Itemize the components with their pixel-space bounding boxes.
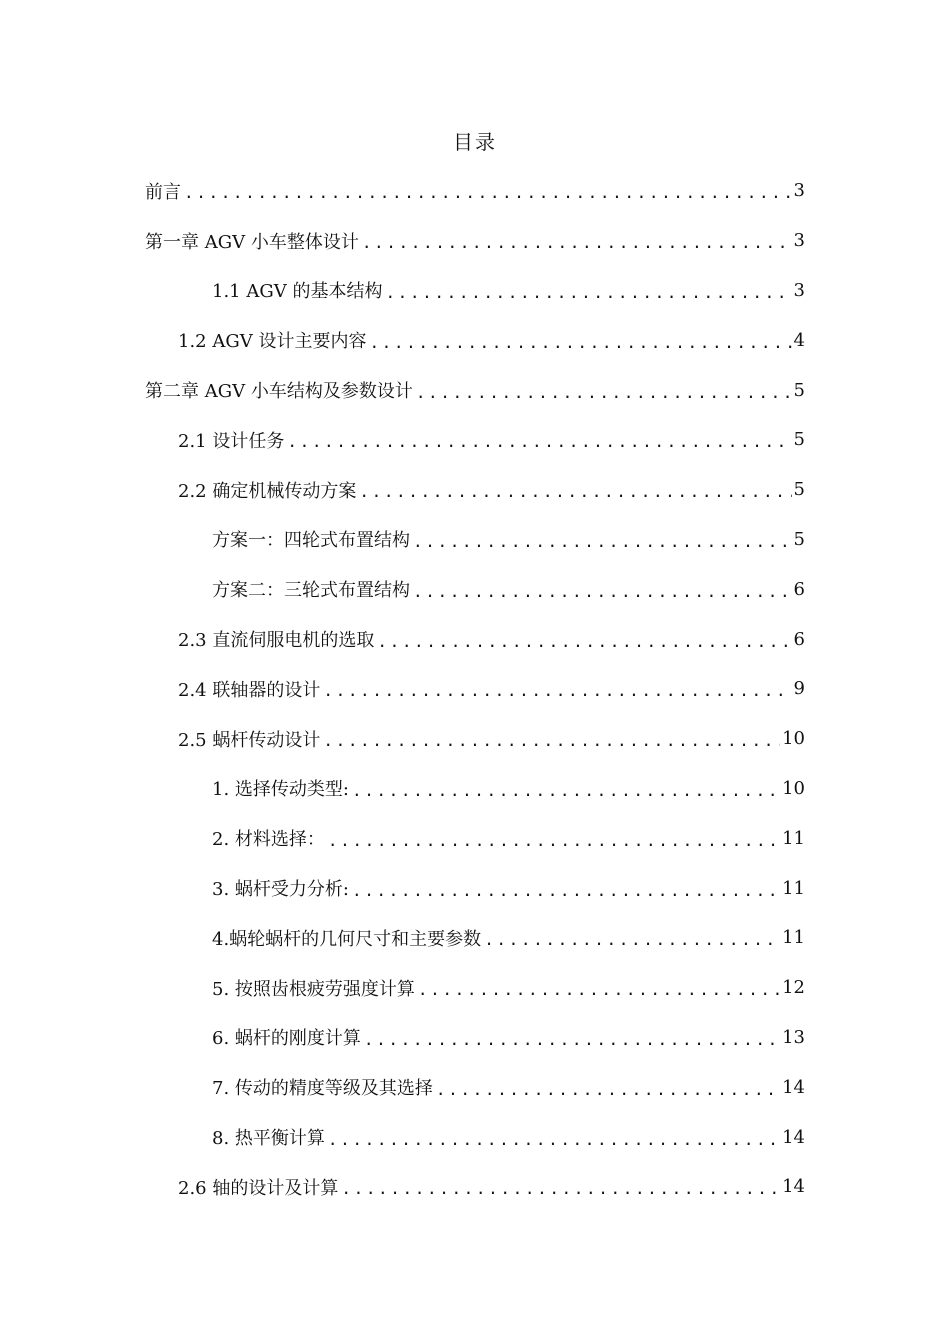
toc-dot-leader [413, 582, 792, 601]
toc-entry-page-number: 4 [793, 329, 805, 351]
toc-entry-page-number: 14 [782, 1126, 805, 1148]
toc-entry[interactable] [0, 365, 950, 415]
toc-entry[interactable] [0, 913, 950, 963]
toc-entry[interactable] [0, 614, 950, 664]
toc-entry[interactable] [0, 1112, 950, 1162]
toc-dot-leader [369, 333, 791, 352]
toc-entry-page-number: 5 [793, 528, 805, 550]
toc-entry-label: 3. 蜗杆受力分析: [212, 879, 349, 901]
toc-entry[interactable] [0, 1162, 950, 1212]
toc-entry-page-number: 9 [793, 678, 805, 700]
toc-entry-page-number: 10 [782, 777, 805, 799]
toc-dot-leader [362, 233, 792, 252]
toc-entry-page-number: 3 [793, 180, 805, 202]
toc-entry-label: 7. 传动的精度等级及其选择 [212, 1078, 433, 1100]
toc-dot-leader [385, 283, 791, 302]
toc-entry[interactable] [0, 1062, 950, 1112]
toc-entry-label: 方案二：三轮式布置结构 [212, 580, 410, 602]
toc-entry-label: 2.5 蜗杆传动设计 [178, 729, 321, 751]
toc-dot-leader [418, 980, 780, 999]
toc-entry[interactable] [0, 564, 950, 614]
toc-dot-leader [416, 383, 792, 402]
toc-dot-leader [484, 930, 780, 949]
toc-entry-label: 前言 [145, 181, 181, 203]
toc-entry-page-number: 5 [793, 379, 805, 401]
toc-dot-leader [323, 681, 791, 700]
toc-entry[interactable] [0, 714, 950, 764]
toc-entry[interactable] [0, 1013, 950, 1063]
toc-entry[interactable] [0, 266, 950, 316]
toc-entry[interactable] [0, 963, 950, 1013]
toc-entry-page-number: 14 [782, 1176, 805, 1198]
toc-entry-label: 第二章 AGV 小车结构及参数设计 [145, 381, 413, 403]
toc-entry-label: 4.蜗轮蜗杆的几何尺寸和主要参数 [212, 928, 482, 950]
toc-dot-leader [359, 482, 791, 501]
toc-dot-leader [352, 881, 780, 900]
toc-entry-page-number: 3 [793, 279, 805, 301]
toc-dot-leader [364, 1030, 780, 1049]
toc-entry[interactable] [0, 216, 950, 266]
toc-entry[interactable] [0, 813, 950, 863]
toc-title: 目录 [453, 130, 497, 154]
toc-entry-label: 8. 热平衡计算 [212, 1128, 325, 1150]
toc-entry-label: 5. 按照齿根疲劳强度计算 [212, 978, 415, 1000]
toc-dot-leader [377, 632, 791, 651]
toc-dot-leader [328, 1130, 780, 1149]
toc-entry-page-number: 11 [782, 827, 805, 849]
toc-entry-page-number: 10 [782, 728, 805, 750]
table-of-contents [0, 166, 950, 1212]
toc-entry-page-number: 6 [793, 628, 805, 650]
toc-entry-label: 2. 材料选择： [212, 829, 325, 851]
toc-dot-leader [436, 1080, 780, 1099]
toc-entry-page-number: 13 [782, 1026, 805, 1048]
toc-entry-label: 2.3 直流伺服电机的选取 [178, 630, 375, 652]
toc-entry-label: 6. 蜗杆的刚度计算 [212, 1028, 361, 1050]
toc-entry-page-number: 5 [793, 429, 805, 451]
toc-entry-label: 1. 选择传动类型: [212, 779, 349, 801]
toc-dot-leader [287, 432, 791, 451]
toc-dot-leader [341, 1179, 780, 1198]
toc-entry-page-number: 11 [782, 877, 805, 899]
toc-entry-page-number: 3 [793, 230, 805, 252]
toc-entry-page-number: 6 [793, 578, 805, 600]
toc-entry[interactable] [0, 664, 950, 714]
toc-entry[interactable] [0, 465, 950, 515]
toc-entry-page-number: 14 [782, 1076, 805, 1098]
toc-entry[interactable] [0, 863, 950, 913]
toc-entry-page-number: 5 [793, 479, 805, 501]
toc-dot-leader [328, 831, 780, 850]
toc-entry[interactable] [0, 415, 950, 465]
toc-entry[interactable] [0, 764, 950, 814]
toc-entry-label: 1.1 AGV 的基本结构 [212, 281, 383, 303]
toc-entry-label: 2.4 联轴器的设计 [178, 679, 321, 701]
toc-entry[interactable] [0, 166, 950, 216]
toc-dot-leader [352, 781, 780, 800]
toc-dot-leader [323, 731, 780, 750]
toc-dot-leader [413, 532, 792, 551]
toc-entry-label: 1.2 AGV 设计主要内容 [178, 331, 367, 353]
toc-entry[interactable] [0, 515, 950, 565]
toc-entry-page-number: 11 [782, 927, 805, 949]
toc-dot-leader [184, 183, 792, 202]
toc-entry-page-number: 12 [782, 977, 805, 999]
toc-entry-label: 第一章 AGV 小车整体设计 [145, 231, 359, 253]
toc-entry-label: 2.6 轴的设计及计算 [178, 1177, 339, 1199]
toc-entry-label: 方案一：四轮式布置结构 [212, 530, 410, 552]
toc-entry-label: 2.1 设计任务 [178, 430, 285, 452]
toc-entry[interactable] [0, 315, 950, 365]
toc-entry-label: 2.2 确定机械传动方案 [178, 480, 357, 502]
